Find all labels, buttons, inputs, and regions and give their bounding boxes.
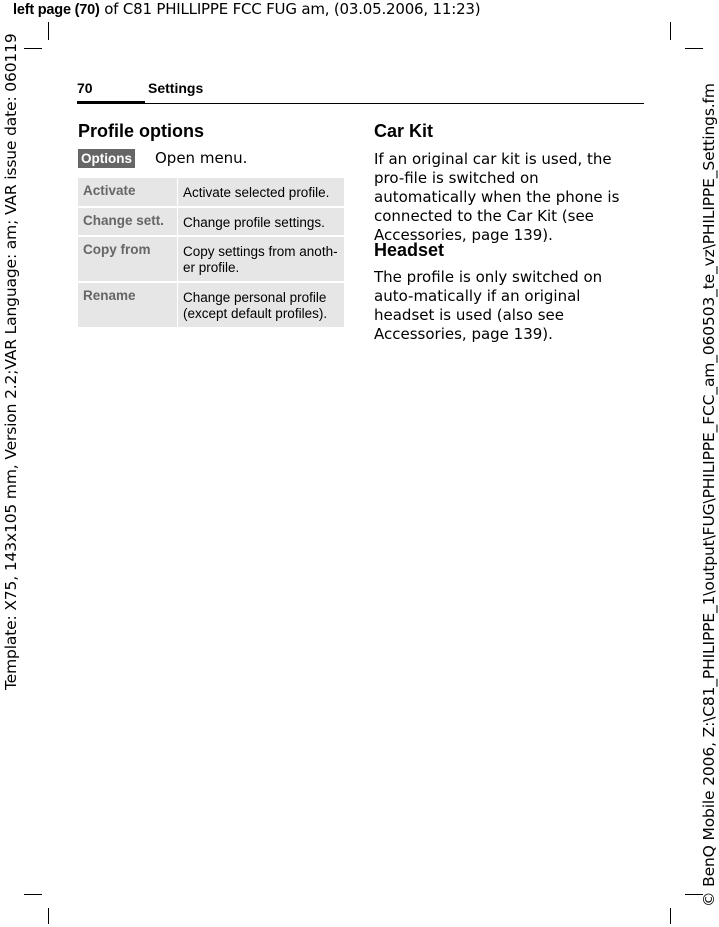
options-softkey: Options: [78, 149, 135, 168]
crop-mark: [670, 22, 671, 40]
template-info: [2, 33, 20, 690]
crop-mark: [24, 48, 42, 49]
function-description: Copy settings from anoth-er profile.: [177, 237, 344, 281]
options-description: Open menu.: [155, 149, 248, 167]
headset-text: The profile is only switched on auto-matically if an original headset is used (also see Accessories, page 139).: [374, 268, 603, 343]
table-row: [78, 237, 344, 283]
crop-mark: [48, 908, 49, 924]
running-head-title: Settings: [148, 80, 204, 96]
crop-mark: [48, 22, 49, 40]
print-header: [13, 0, 480, 18]
table-row: [78, 283, 344, 329]
print-header-info: of C81 PHILLIPPE FCC FUG am, (03.05.2006, 11:23): [99, 0, 481, 18]
header-rule: [77, 103, 644, 104]
function-key: Activate: [83, 183, 136, 198]
function-description: Change profile settings.: [177, 208, 344, 235]
table-row: [78, 208, 344, 237]
copyright-path: [700, 83, 718, 907]
profile-options-heading: Profile options: [78, 121, 204, 141]
copyright-path-text: © BenQ Mobile 2006, Z:\C81_PHILIPPE_1\output\FUG\PHILIPPE_FCC_am_060503_te_vz\PHILIPPE_Settings.fm: [700, 83, 718, 907]
page-number: 70: [77, 80, 93, 96]
function-description: Activate selected profile.: [177, 178, 344, 206]
template-info-text: Template: X75, 143x105 mm, Version 2.2;VAR Language: am; VAR issue date: 060119: [2, 33, 20, 690]
crop-mark: [24, 894, 42, 895]
function-key: Rename: [83, 288, 136, 303]
function-key: Change sett.: [83, 213, 165, 228]
car-kit-heading: Car Kit: [374, 121, 434, 141]
car-kit-text: If an original car kit is used, the pro-file is switched on automatically when the phone is connected to the Car Kit (see Accessories, page 139).: [374, 150, 620, 244]
function-description: Change personal profile (except default profiles).: [177, 283, 344, 327]
profile-functions-table: [78, 178, 344, 329]
print-header-page: left page (70): [13, 2, 100, 18]
table-row: [78, 178, 344, 208]
function-key: Copy from: [83, 242, 151, 257]
crop-mark: [670, 908, 671, 924]
headset-heading: Headset: [374, 240, 445, 260]
crop-mark: [685, 48, 703, 49]
